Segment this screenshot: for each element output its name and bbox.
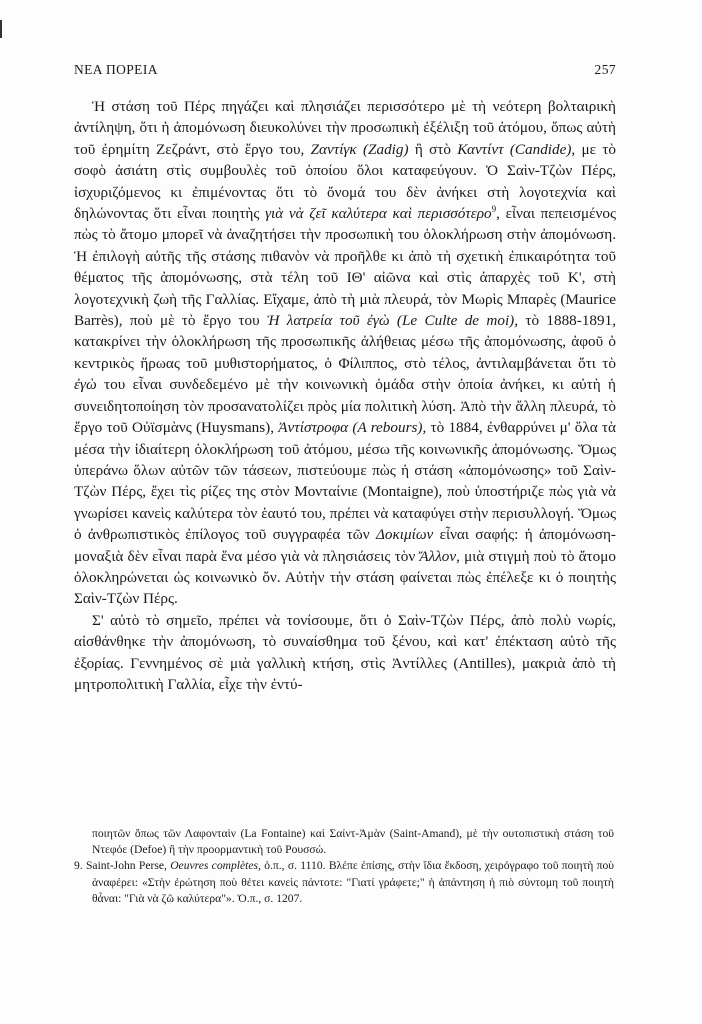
italic-title-zadig: Ζαντίγκ (Zadig) [310,140,409,158]
text-run: ἢ στὸ [408,140,458,158]
italic-allon: Ἄλλον, [419,547,460,565]
scan-edge-mark [0,20,8,38]
footnote-9 [74,858,614,907]
page-number: 257 [594,62,616,77]
italic-title-a-rebours: Ἀντίστροφα (A rebours), [278,419,427,437]
text-run: με τὸ σοφὸ ἀσιάτη στὶς συμβουλὲς τοῦ ὁποίου ὅλοι καταφεύγουν. Ὁ Σαὶν-Τζὼν Πέρς, ἰσχυριζόμενος κι ἐπιμένοντας ὅτι τὸ ὄνομά του δὲν ἀνήκει στὴ λογοτεχνία καὶ δηλώνοντας ὅτι εἶναι ποιητὴς [74,140,617,223]
paragraph-2: Σ' αὐτὸ τὸ σημεῖο, πρέπει νὰ τονίσουμε, ὅτι ὁ Σαὶν-Τζὼν Πέρς, ἀπὸ πολὺ νωρίς, αἰσθάνθηκε τὴν ἀπομόνωση, τὸ συναίσθημα τοῦ ξένου, καὶ κατ' ἐπέκταση αὐτὸ τῆς ἐξορίας. Γεννημένος σὲ μιὰ γαλλικὴ κτήση, στὶς Ἀντίλλες (Antilles), μακριὰ ἀπὸ τὴ μητροπολιτικὴ Γαλλία, εἶχε τὴν ἐντύ- [74,611,616,693]
text-run: Ἡ στάση τοῦ Πέρς πηγάζει καὶ πλησιάζει περισσότερο μὲ τὴ νεότερη βολταιρικὴ ἀντίληψη, ὅτι ἡ ἀπομόνωση διευκολύνει τὴν προσωπικὴ ἐξέλιξη τοῦ ἀτόμου, ὅπως αὐτὴ τοῦ ἐρημίτη Ζεζράντ, στὸ ἔργο του, [74,98,616,158]
text-run: τὸ 1884, ἐνθαρρύνει μ' ὅλα τὰ μέσα τὴν ἰδιαίτερη ὁλοκλήρωση τοῦ ἀτόμου, μέσω τῆς κοινωνικῆς ἀπομόνωσης. Ὅμως ὑπεράνω ὅλων αὐτῶν τῶν τάσεων, πιστεύουμε πὼς ἡ στάση «ἀπομόνωσης» τοῦ Σαὶν-Τζὼν Πέρς, ἔχει τὶς ρίζες της στὸν Μονταίνιε (Montaigne), ποὺ ὑποστήριζε πὼς γιὰ νὰ γνωρίσει κανεὶς καλύτερα τὸν ἑαυτό του, πρέπει νὰ καταφύγει στὴν περισυλλογή. Ὅμως ὁ ἀνθρωπιστικὸς ἐπίλογος τοῦ συγγραφέα τῶν [74,419,616,544]
text-run: του εἶναι συνδεδεμένο μὲ τὴν κοινωνικὴ ὁμάδα στὴν ὁποία ἀνήκει, κι αὐτὴ ἡ συνειδητοποίηση τὸν προσανατολίζει πρὸς μία πολιτικὴ λύση. Ἀπὸ τὴν ἄλλη πλευρά, τὸ ἔργο τοῦ Οὐϊσμὰνς (Huysmans), [74,376,616,437]
italic-title-dokimia: Δοκιμίων [375,526,434,544]
text-run: εἶναι σαφής: ἡ ἀπομόνωση-μοναξιὰ δὲν εἶναι παρὰ ἕνα μέσο γιὰ νὰ πλησιάσεις τὸν [74,526,616,565]
footnote-reference[interactable]: 9 [491,203,497,214]
paragraph-1 [74,96,616,610]
running-title: ΝΕΑ ΠΟΡΕΙΑ [74,62,158,77]
text-run: 9. Saint-John Perse, [74,859,171,873]
main-text [74,96,616,695]
text-run: τὸ 1888-1891, κατακρίνει τὴν ὁλοκλήρωση τῆς προσωπικῆς ἀλήθειας μέσω τῆς ἀπομόνωσης, ἀφοῦ ὁ κεντρικὸς ἥρωας τοῦ μυθιστορήματος, ὁ Φίλιππος, στὸ τέλος, ἀντιλαμβάνεται ὅτι τὸ [74,312,616,372]
italic-quote: γιὰ νὰ ζεῖ καλύτερα καὶ περισσότερο [265,205,492,223]
running-head [74,62,616,78]
italic-title-oeuvres: Oeuvres complètes, [170,859,261,873]
text-run: , εἶναι πεπεισμένος πὼς τὸ ἄτομο μπορεῖ νὰ ἀναζητήσει τὴν προσωπικὴ του ὁλοκλήρωση στὴν ἀπομόνωση. Ἡ ἐπιλογὴ αὐτῆς τῆς στάσης πιθανὸν νὰ προῆλθε κι ἀπὸ τὴ σχετικὴ ἐπικαιρότητα τοῦ θέματος τῆς ἀπομόνωσης, στὰ τέλη τοῦ ΙΘ' αἰῶνα καὶ στὶς ἀπαρχὲς τοῦ Κ', στὴ λογοτεχνικὴ ζωὴ τῆς Γαλλίας. Εἴχαμε, ἀπὸ τὴ μιὰ πλευρά, τὸν Μωρὶς Μπαρὲς (Maurice Barrès), ποὺ μὲ τὸ ἔργο του [74,205,616,330]
italic-title-candide: Καντίντ (Candide), [457,140,576,158]
footnote-continuation: ποιητῶν ὅπως τῶν Λαφονταὶν (La Fontaine) καὶ Σαίντ-Ἀμὰν (Saint-Amand), μὲ τὴν ουτοπιστικὴ στάση τοῦ Ντεφόε (Defoe) ἢ τὴν προορμαντικὴ τοῦ Ρουσσώ. [92,827,614,857]
text-run: ὁ.π., σ. 1110. Βλέπε ἐπίσης, στὴν ἴδια ἔκδοση, χειρόγραφο τοῦ ποιητὴ ποὺ ἀναφέρει: «Στὴν ἐρώτηση ποὺ θέτει κανεὶς πάντοτε: "Γιατί γράφετε;" ἡ ἀπάντηση ἡ πιὸ σύντομη τοῦ ποιητὴ θἆναι: "Γιὰ νὰ ζῶ καλύτερα"». Ὁ.π., σ. 1207. [92,859,614,905]
text-run: μιὰ στιγμὴ ποὺ τὸ ἄτομο ὁλοκληρώνεται ὡς κοινωνικὸ ὄν. Αὐτὴν τὴν στάση φαίνεται πὼς ἐπέλεξε κι ὁ ποιητὴς Σαὶν-Τζὼν Πέρς. [74,547,616,608]
footnotes [74,826,614,907]
italic-title-culte-de-moi: Ἡ λατρεία τοῦ ἐγὼ (Le Culte de moi), [266,312,519,330]
italic-ego: ἐγὼ [74,376,97,394]
